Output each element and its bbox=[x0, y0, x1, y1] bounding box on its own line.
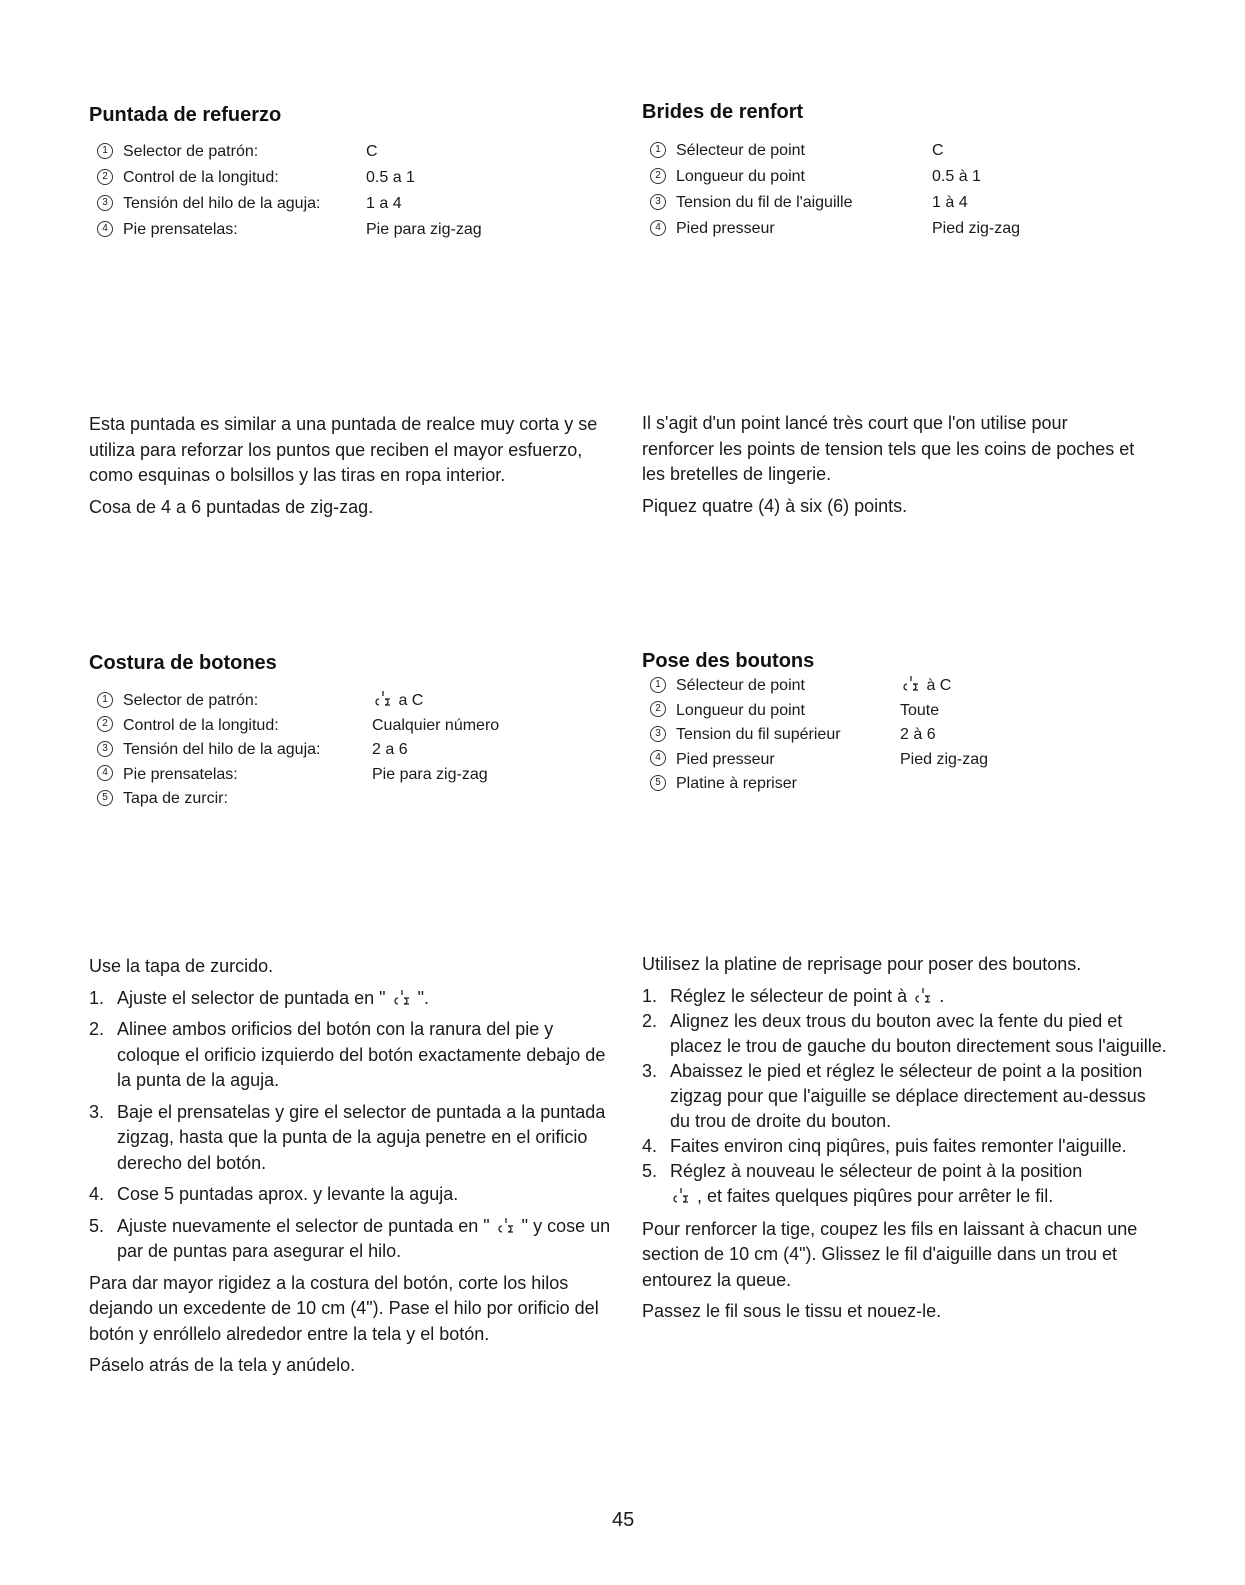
circled-number: 5 bbox=[97, 790, 113, 806]
step-text-end: ". bbox=[417, 987, 429, 1008]
step-text: Alignez les deux trous du bouton avec la fente du pied et placez le trou de gauche du bouton directement sous l'aiguille. bbox=[670, 1010, 1167, 1056]
settings-row bbox=[97, 714, 614, 739]
settings-row bbox=[650, 190, 1182, 216]
step-text-end: , et faites quelques piqûres pour arrêter le fil. bbox=[697, 1185, 1054, 1206]
button-stitch-icon bbox=[912, 987, 934, 1005]
setting-value: 1 à 4 bbox=[932, 194, 968, 211]
paragraph: Para dar mayor rigidez a la costura del botón, corte los hilos dejando un excedente de 10 cm (4"). Pase el hilo por orificio del botón y enróllelo alrededor entre la tela y el botón. bbox=[89, 1272, 599, 1344]
step-number: 5. bbox=[642, 1160, 658, 1181]
section-title: Costura de botones bbox=[89, 652, 277, 674]
settings-row bbox=[97, 139, 614, 165]
setting-label: Tensión del hilo de la aguja: bbox=[123, 195, 321, 212]
step-item bbox=[89, 986, 617, 1012]
setting-label: Pied presseur bbox=[676, 750, 775, 768]
settings-row bbox=[650, 748, 1182, 773]
step-number: 1. bbox=[642, 985, 658, 1006]
steps-list bbox=[89, 986, 617, 1265]
intro-text: Utilisez la platine de reprisage pour poser des boutons. bbox=[642, 954, 1082, 974]
settings-row bbox=[97, 191, 614, 217]
setting-label: Pie prensatelas: bbox=[123, 221, 238, 238]
step-text: Réglez à nouveau le sélecteur de point à la position bbox=[670, 1160, 1083, 1181]
button-stitch-icon bbox=[900, 675, 922, 693]
circled-number: 2 bbox=[97, 169, 113, 185]
circled-number: 2 bbox=[650, 168, 666, 184]
button-stitch-icon bbox=[670, 1187, 692, 1205]
circled-number: 3 bbox=[97, 741, 113, 757]
button-stitch-icon bbox=[391, 989, 413, 1007]
paragraph: Páselo atrás de la tela y anúdelo. bbox=[89, 1355, 356, 1375]
setting-value: 0.5 a 1 bbox=[366, 169, 415, 186]
refuerzo-description bbox=[89, 412, 599, 526]
paragraph: Piquez quatre (4) à six (6) points. bbox=[642, 495, 908, 516]
steps-list bbox=[642, 984, 1167, 1209]
step-item bbox=[642, 984, 1167, 1009]
step-number: 3. bbox=[642, 1060, 658, 1081]
step-item bbox=[642, 1009, 1167, 1059]
setting-label: Tapa de zurcir: bbox=[123, 790, 228, 807]
step-text-end: . bbox=[939, 985, 945, 1006]
settings-row bbox=[650, 723, 1182, 748]
step-item bbox=[642, 1059, 1167, 1134]
setting-label: Tensión del hilo de la aguja: bbox=[123, 741, 321, 758]
circled-number: 1 bbox=[97, 143, 113, 159]
settings-list bbox=[97, 139, 614, 243]
setting-value: C bbox=[932, 142, 944, 159]
settings-row bbox=[650, 216, 1182, 242]
section-refuerzo bbox=[89, 104, 614, 243]
setting-label: Control de la longitud: bbox=[123, 716, 279, 734]
setting-label: Sélecteur de point bbox=[676, 677, 805, 694]
paragraph: Il s'agit d'un point lancé très court que l'on utilise pour renforcer les points de tension tels que les coins de poches et les bretelles de lingerie. bbox=[642, 413, 1135, 484]
setting-value: Pied zig-zag bbox=[900, 750, 989, 768]
step-item bbox=[642, 1159, 1167, 1209]
settings-row bbox=[97, 763, 614, 788]
circled-number: 5 bbox=[650, 775, 666, 791]
setting-label: Tension du fil supérieur bbox=[676, 726, 841, 743]
step-item bbox=[89, 1182, 617, 1208]
step-number: 2. bbox=[89, 1019, 105, 1039]
setting-label: Platine à repriser bbox=[676, 775, 797, 792]
circled-number: 4 bbox=[97, 221, 113, 237]
button-stitch-icon bbox=[372, 690, 394, 708]
section-title: Puntada de refuerzo bbox=[89, 104, 282, 126]
setting-value: Toute bbox=[900, 701, 940, 719]
circled-number: 1 bbox=[650, 142, 666, 158]
circled-number: 4 bbox=[97, 765, 113, 781]
settings-list bbox=[650, 138, 1182, 242]
step-number: 1. bbox=[89, 987, 105, 1008]
circled-number: 3 bbox=[650, 194, 666, 210]
circled-number: 1 bbox=[97, 692, 113, 708]
step-text: Alinee ambos orificios del botón con la ranura del pie y coloque el orificio izquierdo del botón exactamente debajo de la punta de la aguja. bbox=[117, 1019, 606, 1090]
step-text: Ajuste el selector de puntada en " bbox=[117, 987, 386, 1008]
setting-value: a C bbox=[398, 692, 424, 709]
circled-number: 2 bbox=[650, 701, 666, 717]
step-text: Ajuste nuevamente el selector de puntada en " bbox=[117, 1215, 490, 1236]
setting-value: Pie para zig-zag bbox=[372, 765, 488, 783]
step-text-end: " y cose un par de puntas para asegurar el hilo. bbox=[117, 1215, 611, 1261]
settings-list bbox=[97, 689, 614, 812]
button-stitch-icon bbox=[495, 1217, 517, 1235]
circled-number: 2 bbox=[97, 716, 113, 732]
paragraph: Passez le fil sous le tissu et nouez-le. bbox=[642, 1301, 942, 1321]
step-text: Réglez le sélecteur de point à bbox=[670, 985, 908, 1006]
step-text: Faites environ cinq piqûres, puis faites remonter l'aiguille. bbox=[670, 1135, 1127, 1156]
step-text: Baje el prensatelas y gire el selector de puntada a la puntada zigzag, hasta que la punta de la aguja penetre en el orificio derecho del botón. bbox=[117, 1101, 606, 1173]
settings-row bbox=[97, 738, 614, 763]
step-item bbox=[89, 1214, 617, 1265]
step-number: 4. bbox=[89, 1184, 105, 1204]
page-number: 45 bbox=[612, 1509, 635, 1531]
step-text: Cose 5 puntadas aprox. y levante la aguja. bbox=[117, 1184, 459, 1204]
renfort-description bbox=[642, 411, 1142, 525]
setting-label: Selector de patrón: bbox=[123, 692, 259, 709]
setting-value: C bbox=[366, 143, 378, 160]
setting-value: 2 a 6 bbox=[372, 741, 408, 758]
section-title: Brides de renfort bbox=[642, 101, 804, 123]
setting-label: Pied presseur bbox=[676, 220, 775, 237]
setting-value: à C bbox=[926, 677, 952, 694]
setting-value: 0.5 à 1 bbox=[932, 168, 981, 185]
step-item bbox=[89, 1100, 617, 1177]
settings-row bbox=[650, 772, 1182, 797]
intro-text: Use la tapa de zurcido. bbox=[89, 956, 274, 976]
paragraph: Esta puntada es similar a una puntada de realce muy corta y se utiliza para reforzar los puntos que reciben el mayor esfuerzo, como esquinas o bolsillos y las tiras en ropa interior. bbox=[89, 414, 598, 485]
setting-value: Pied zig-zag bbox=[932, 220, 1021, 237]
step-number: 3. bbox=[89, 1101, 105, 1122]
settings-row bbox=[97, 217, 614, 243]
setting-label: Selector de patrón: bbox=[123, 143, 259, 160]
settings-row bbox=[97, 787, 614, 812]
settings-row bbox=[97, 689, 614, 714]
section-title: Pose des boutons bbox=[642, 650, 815, 672]
circled-number: 3 bbox=[650, 726, 666, 742]
setting-label: Pie prensatelas: bbox=[123, 765, 238, 783]
settings-row bbox=[650, 164, 1182, 190]
circled-number: 4 bbox=[650, 220, 666, 236]
setting-label: Tension du fil de l'aiguille bbox=[676, 194, 853, 211]
step-number: 5. bbox=[89, 1215, 105, 1236]
step-text: Abaissez le pied et réglez le sélecteur de point a la position zigzag pour que l'aiguille se déplace directement au-dessus du trou de droite du bouton. bbox=[670, 1060, 1146, 1131]
step-number: 2. bbox=[642, 1010, 658, 1031]
paragraph: Pour renforcer la tige, coupez les fils en laissant à chacun une section de 10 cm (4"). Glissez le fil d'aiguille dans un trou et entourez la queue. bbox=[642, 1218, 1138, 1290]
setting-value: Cualquier número bbox=[372, 716, 500, 734]
botones-instructions bbox=[89, 954, 617, 1385]
paragraph: Cosa de 4 a 6 puntadas de zig-zag. bbox=[89, 496, 374, 517]
step-item bbox=[89, 1017, 617, 1094]
setting-label: Sélecteur de point bbox=[676, 142, 805, 159]
setting-value: Pie para zig-zag bbox=[366, 221, 482, 238]
settings-row bbox=[650, 138, 1182, 164]
setting-value: 2 à 6 bbox=[900, 726, 936, 743]
settings-row bbox=[650, 699, 1182, 724]
setting-value: 1 a 4 bbox=[366, 195, 402, 212]
setting-label: Longueur du point bbox=[676, 701, 805, 719]
section-botones bbox=[89, 652, 614, 812]
settings-list bbox=[650, 674, 1182, 797]
setting-label: Longueur du point bbox=[676, 168, 805, 185]
step-item bbox=[642, 1134, 1167, 1159]
settings-row bbox=[97, 165, 614, 191]
section-renfort bbox=[642, 101, 1182, 242]
circled-number: 1 bbox=[650, 677, 666, 693]
circled-number: 4 bbox=[650, 750, 666, 766]
step-number: 4. bbox=[642, 1135, 658, 1156]
boutons-instructions bbox=[642, 952, 1167, 1331]
section-boutons bbox=[642, 650, 1182, 797]
settings-row bbox=[650, 674, 1182, 699]
circled-number: 3 bbox=[97, 195, 113, 211]
setting-label: Control de la longitud: bbox=[123, 169, 279, 186]
